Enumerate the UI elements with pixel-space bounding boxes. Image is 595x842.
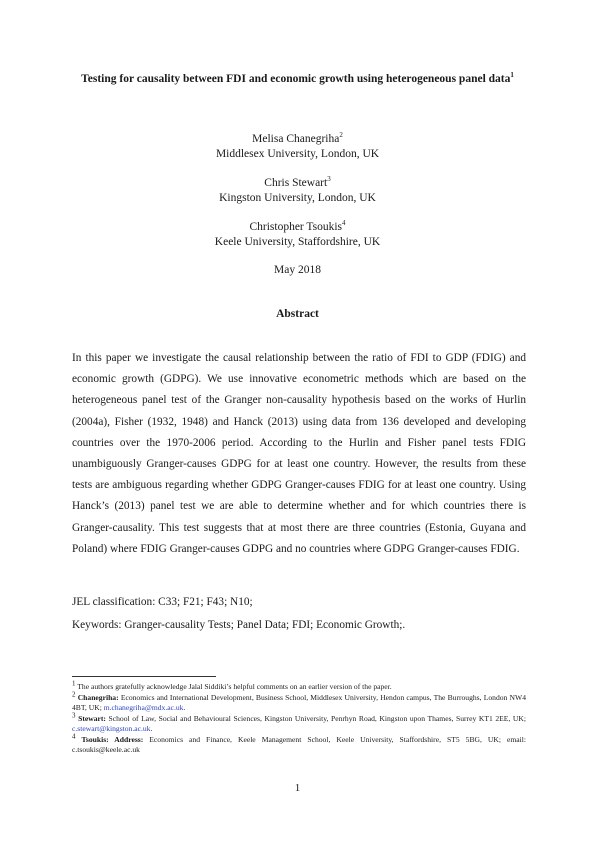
author-block — [0, 132, 595, 264]
author-name: Melisa Chanegriha — [252, 133, 340, 145]
footnote-2 — [72, 690, 526, 713]
footnote-text: The authors gratefully acknowledge Jalal Siddiki’s helpful comments on an earlier version of the paper. — [75, 682, 392, 691]
abstract-text: In this paper we investigate the causal relationship between the ratio of FDI to GDP (FDIG) and economic growth (GDPG). We use innovative econometric methods which are based on the heterogeneous panel test of the Granger non-causality hypothesis based on the works of Hurlin (2004a), Fisher (1932, 1948) and Hanck (2013) using data from 136 developed and developing countries over the 1970-2006 period. According to the Hurlin and Fisher panel tests FDIG unambiguously Granger-causes GDPG for at least one country. However, the results from these tests are ambiguous regarding whether GDPG Granger-causes FDIG for at least one country. Using Hanck’s (2013) panel test we are able to determine whether and for which countries there is Granger-causality. This test suggests that at most there are three countries (Estonia, Guyana and Poland) where FDIG Granger-causes GDPG and no countries where GDPG Granger-causes FDIG. — [72, 352, 526, 555]
author-footnote-marker: 2 — [339, 131, 343, 140]
footnote-label: Stewart: — [78, 714, 106, 723]
footnote-number: 1 — [72, 679, 76, 688]
footnote-text: School of Law, Social and Behavioural Sciences, Kingston University, Penrhyn Road, Kingston upon Thames, Surrey KT1 2EE, UK; — [105, 714, 526, 723]
paper-title — [80, 72, 515, 87]
author-name: Chris Stewart — [264, 177, 328, 189]
jel-classification: JEL classification: C33; F21; F43; N10; — [72, 596, 253, 608]
footnote-number: 2 — [72, 690, 76, 699]
footnote-1 — [72, 679, 526, 692]
abstract-heading: Abstract — [276, 308, 319, 320]
author-affiliation: Middlesex University, London, UK — [215, 148, 380, 160]
author-name: Christopher Tsoukis — [249, 221, 343, 233]
author-3 — [0, 220, 595, 250]
footnote-text: Economics and Finance, Keele Management School, Keele University, Staffordshire, ST5 5BG, UK; email: c.tsoukis@keele.ac.uk — [72, 735, 526, 754]
footnote-3 — [72, 711, 526, 734]
footnote-4 — [72, 732, 526, 755]
footnote-number: 3 — [72, 711, 76, 720]
footnote-divider — [72, 676, 216, 677]
keywords: Keywords: Granger-causality Tests; Panel Data; FDI; Economic Growth;. — [72, 619, 406, 631]
paper-date: May 2018 — [274, 264, 321, 276]
author-1 — [0, 132, 595, 162]
author-affiliation: Kingston University, London, UK — [219, 192, 376, 204]
footnote-text: Economics and International Development, Business School, Middlesex University, Hendon campus, The Burroughs, London NW4 4BT, UK; — [72, 693, 526, 712]
author-footnote-marker: 4 — [342, 219, 346, 228]
footnotes — [72, 679, 526, 756]
footnote-end: . — [183, 703, 186, 712]
page-number: 1 — [294, 782, 301, 794]
email-link[interactable]: m.chanegriha@mdx.ac.uk — [103, 703, 184, 712]
author-affiliation: Keele University, Staffordshire, UK — [214, 236, 381, 248]
footnote-label: Tsoukis: Address: — [81, 735, 144, 744]
footnote-end: . — [150, 724, 153, 733]
title-text: Testing for causality between FDI and economic growth using heterogeneous panel data — [81, 73, 511, 85]
footnote-number: 4 — [72, 732, 76, 741]
author-footnote-marker: 3 — [327, 175, 331, 184]
footnote-label: Chanegriha: — [77, 693, 119, 702]
title-footnote-marker: 1 — [510, 71, 514, 80]
author-2 — [0, 176, 595, 206]
email-link[interactable]: c.stewart@kingston.ac.uk — [72, 724, 151, 733]
